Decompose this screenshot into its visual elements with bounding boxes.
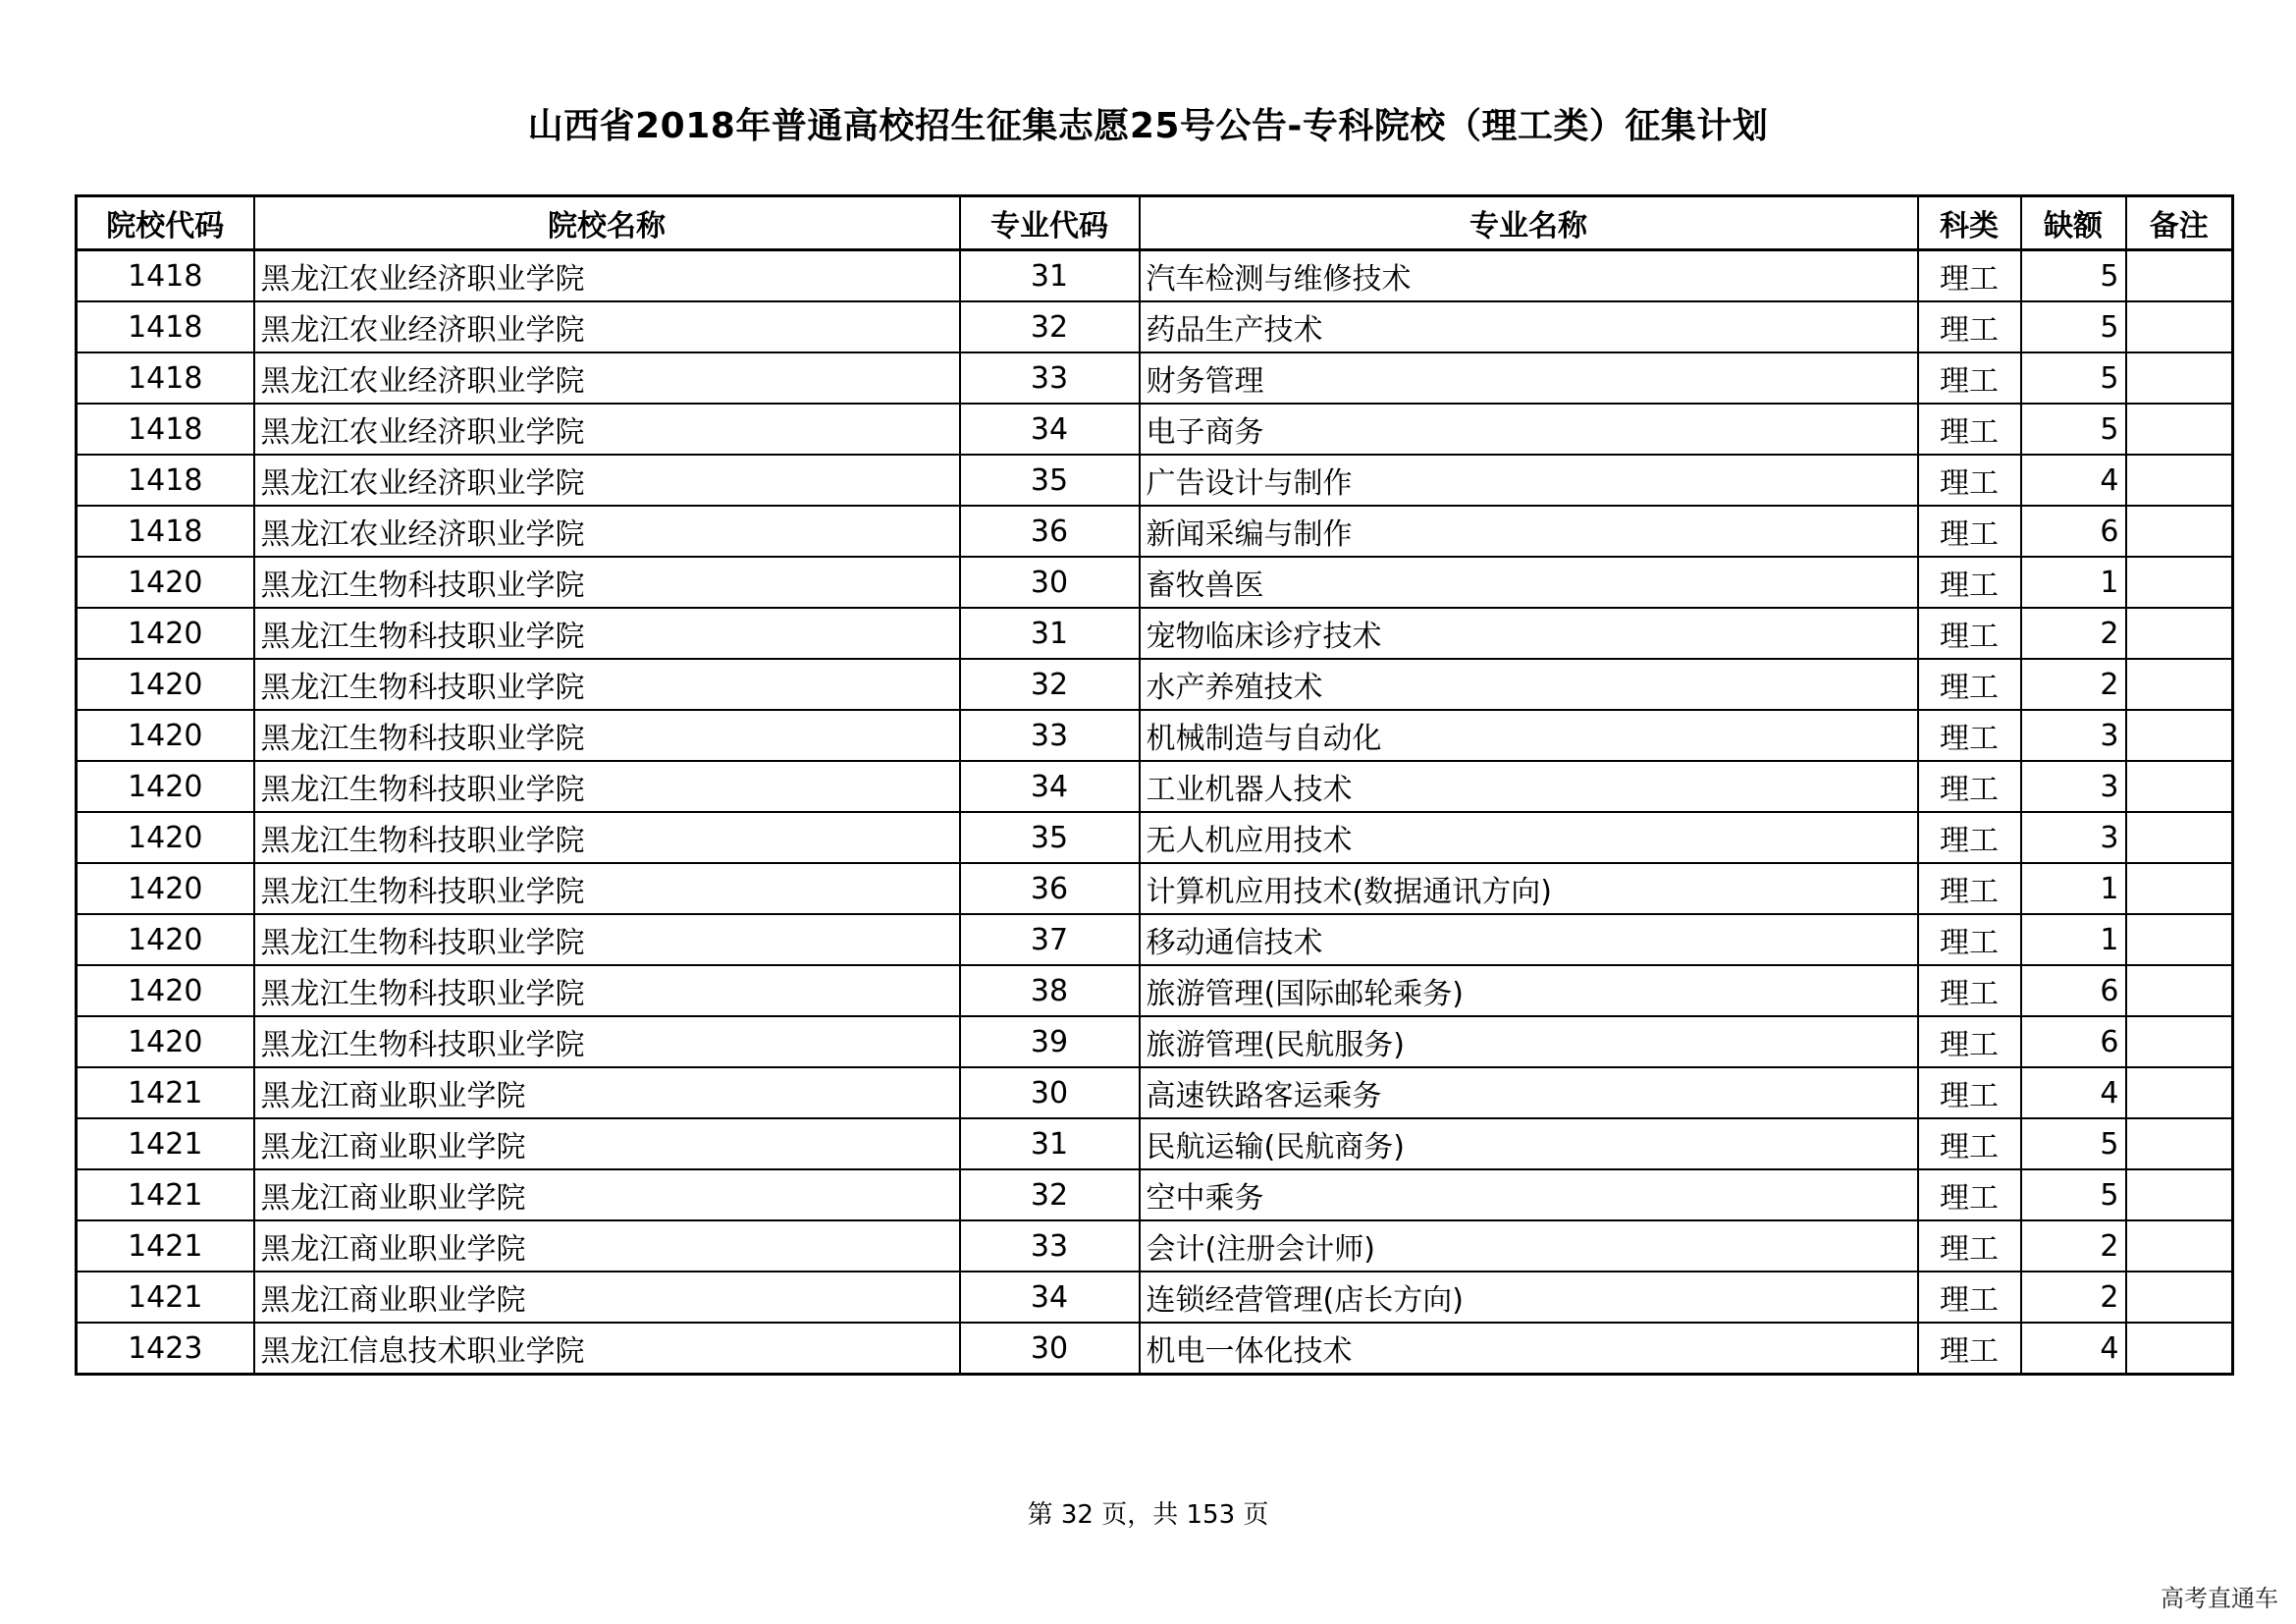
cell-quota: 2	[2021, 659, 2126, 710]
header-category: 科类	[1918, 196, 2021, 250]
cell-notes	[2126, 1016, 2233, 1067]
table-row	[77, 557, 2233, 608]
cell-quota: 5	[2021, 1118, 2126, 1169]
cell-major-name: 连锁经营管理(店长方向)	[1140, 1272, 1918, 1323]
cell-quota: 6	[2021, 965, 2126, 1016]
cell-major-name: 空中乘务	[1140, 1169, 1918, 1220]
cell-school-name: 黑龙江生物科技职业学院	[254, 557, 960, 608]
cell-notes	[2126, 557, 2233, 608]
cell-school-code: 1421	[77, 1272, 254, 1323]
cell-school-name: 黑龙江农业经济职业学院	[254, 301, 960, 352]
cell-school-code: 1423	[77, 1323, 254, 1375]
cell-quota: 5	[2021, 352, 2126, 404]
cell-school-name: 黑龙江生物科技职业学院	[254, 1016, 960, 1067]
cell-quota: 2	[2021, 608, 2126, 659]
cell-major-name: 水产养殖技术	[1140, 659, 1918, 710]
cell-major-name: 民航运输(民航商务)	[1140, 1118, 1918, 1169]
cell-school-name: 黑龙江生物科技职业学院	[254, 812, 960, 863]
cell-major-code: 33	[960, 710, 1140, 761]
cell-major-code: 36	[960, 506, 1140, 557]
table-row	[77, 1220, 2233, 1272]
cell-school-code: 1418	[77, 301, 254, 352]
cell-quota: 4	[2021, 1067, 2126, 1118]
cell-notes	[2126, 659, 2233, 710]
enrollment-plan-table	[75, 194, 2234, 1376]
cell-school-code: 1420	[77, 1016, 254, 1067]
cell-category: 理工	[1918, 1067, 2021, 1118]
table-body	[77, 250, 2233, 1375]
table-row	[77, 1272, 2233, 1323]
cell-school-code: 1421	[77, 1118, 254, 1169]
cell-notes	[2126, 352, 2233, 404]
cell-major-code: 31	[960, 1118, 1140, 1169]
cell-school-code: 1418	[77, 352, 254, 404]
cell-quota: 4	[2021, 455, 2126, 506]
cell-category: 理工	[1918, 506, 2021, 557]
page-footer: 第 32 页，共 153 页	[1027, 1500, 1269, 1530]
cell-major-name: 新闻采编与制作	[1140, 506, 1918, 557]
cell-major-name: 旅游管理(国际邮轮乘务)	[1140, 965, 1918, 1016]
cell-school-code: 1418	[77, 404, 254, 455]
cell-school-code: 1420	[77, 608, 254, 659]
cell-school-code: 1421	[77, 1067, 254, 1118]
cell-major-code: 36	[960, 863, 1140, 914]
cell-category: 理工	[1918, 1016, 2021, 1067]
table-row	[77, 863, 2233, 914]
cell-quota: 1	[2021, 863, 2126, 914]
cell-notes	[2126, 250, 2233, 302]
cell-notes	[2126, 761, 2233, 812]
table-row	[77, 301, 2233, 352]
cell-major-name: 机械制造与自动化	[1140, 710, 1918, 761]
cell-major-name: 财务管理	[1140, 352, 1918, 404]
cell-notes	[2126, 506, 2233, 557]
table-row	[77, 761, 2233, 812]
table-row	[77, 1169, 2233, 1220]
cell-category: 理工	[1918, 659, 2021, 710]
cell-major-name: 汽车检测与维修技术	[1140, 250, 1918, 302]
cell-category: 理工	[1918, 352, 2021, 404]
cell-school-name: 黑龙江信息技术职业学院	[254, 1323, 960, 1375]
cell-major-code: 32	[960, 659, 1140, 710]
cell-notes	[2126, 710, 2233, 761]
cell-category: 理工	[1918, 250, 2021, 302]
table-row	[77, 455, 2233, 506]
table-row	[77, 914, 2233, 965]
cell-category: 理工	[1918, 965, 2021, 1016]
cell-major-code: 34	[960, 761, 1140, 812]
cell-school-code: 1420	[77, 557, 254, 608]
header-school-name: 院校名称	[254, 196, 960, 250]
cell-category: 理工	[1918, 863, 2021, 914]
cell-major-name: 高速铁路客运乘务	[1140, 1067, 1918, 1118]
cell-school-name: 黑龙江生物科技职业学院	[254, 608, 960, 659]
cell-school-name: 黑龙江农业经济职业学院	[254, 506, 960, 557]
cell-category: 理工	[1918, 1118, 2021, 1169]
cell-school-code: 1421	[77, 1220, 254, 1272]
cell-school-name: 黑龙江商业职业学院	[254, 1220, 960, 1272]
cell-category: 理工	[1918, 710, 2021, 761]
cell-notes	[2126, 1169, 2233, 1220]
header-major-code: 专业代码	[960, 196, 1140, 250]
cell-school-name: 黑龙江生物科技职业学院	[254, 914, 960, 965]
page-title: 山西省2018年普通高校招生征集志愿25号公告-专科院校（理工类）征集计划	[527, 106, 1769, 146]
cell-school-name: 黑龙江农业经济职业学院	[254, 250, 960, 302]
cell-major-name: 宠物临床诊疗技术	[1140, 608, 1918, 659]
cell-major-code: 33	[960, 1220, 1140, 1272]
cell-notes	[2126, 1323, 2233, 1375]
cell-notes	[2126, 1118, 2233, 1169]
cell-school-name: 黑龙江农业经济职业学院	[254, 404, 960, 455]
header-notes: 备注	[2126, 196, 2233, 250]
header-quota: 缺额	[2021, 196, 2126, 250]
cell-school-code: 1420	[77, 710, 254, 761]
cell-category: 理工	[1918, 1323, 2021, 1375]
cell-major-name: 药品生产技术	[1140, 301, 1918, 352]
cell-notes	[2126, 301, 2233, 352]
cell-notes	[2126, 965, 2233, 1016]
table-row	[77, 1016, 2233, 1067]
cell-major-name: 旅游管理(民航服务)	[1140, 1016, 1918, 1067]
cell-category: 理工	[1918, 301, 2021, 352]
cell-major-name: 广告设计与制作	[1140, 455, 1918, 506]
cell-notes	[2126, 1067, 2233, 1118]
cell-school-code: 1420	[77, 659, 254, 710]
cell-major-code: 32	[960, 301, 1140, 352]
cell-school-name: 黑龙江生物科技职业学院	[254, 863, 960, 914]
cell-major-name: 工业机器人技术	[1140, 761, 1918, 812]
cell-major-code: 37	[960, 914, 1140, 965]
cell-major-name: 无人机应用技术	[1140, 812, 1918, 863]
cell-category: 理工	[1918, 455, 2021, 506]
cell-major-name: 电子商务	[1140, 404, 1918, 455]
cell-quota: 2	[2021, 1272, 2126, 1323]
cell-quota: 6	[2021, 1016, 2126, 1067]
cell-school-code: 1418	[77, 506, 254, 557]
cell-school-name: 黑龙江生物科技职业学院	[254, 761, 960, 812]
cell-school-name: 黑龙江商业职业学院	[254, 1272, 960, 1323]
table-header-row	[77, 196, 2233, 250]
table-row	[77, 812, 2233, 863]
cell-quota: 5	[2021, 1169, 2126, 1220]
cell-school-name: 黑龙江商业职业学院	[254, 1118, 960, 1169]
cell-quota: 5	[2021, 301, 2126, 352]
cell-major-code: 30	[960, 557, 1140, 608]
cell-school-name: 黑龙江商业职业学院	[254, 1067, 960, 1118]
cell-quota: 6	[2021, 506, 2126, 557]
cell-quota: 4	[2021, 1323, 2126, 1375]
cell-school-name: 黑龙江农业经济职业学院	[254, 352, 960, 404]
cell-school-code: 1420	[77, 812, 254, 863]
cell-quota: 1	[2021, 914, 2126, 965]
cell-school-name: 黑龙江生物科技职业学院	[254, 710, 960, 761]
table-row	[77, 1118, 2233, 1169]
cell-major-code: 35	[960, 812, 1140, 863]
cell-notes	[2126, 1272, 2233, 1323]
cell-category: 理工	[1918, 812, 2021, 863]
cell-major-code: 39	[960, 1016, 1140, 1067]
table-row	[77, 506, 2233, 557]
cell-school-code: 1418	[77, 455, 254, 506]
cell-school-name: 黑龙江农业经济职业学院	[254, 455, 960, 506]
table-row	[77, 250, 2233, 302]
cell-quota: 3	[2021, 761, 2126, 812]
cell-notes	[2126, 404, 2233, 455]
cell-category: 理工	[1918, 557, 2021, 608]
header-school-code: 院校代码	[77, 196, 254, 250]
cell-major-code: 33	[960, 352, 1140, 404]
cell-quota: 5	[2021, 250, 2126, 302]
cell-major-name: 机电一体化技术	[1140, 1323, 1918, 1375]
cell-notes	[2126, 812, 2233, 863]
table-row	[77, 710, 2233, 761]
cell-major-name: 畜牧兽医	[1140, 557, 1918, 608]
cell-school-code: 1421	[77, 1169, 254, 1220]
cell-major-code: 31	[960, 608, 1140, 659]
cell-category: 理工	[1918, 914, 2021, 965]
table-row	[77, 352, 2233, 404]
cell-category: 理工	[1918, 608, 2021, 659]
cell-school-code: 1420	[77, 761, 254, 812]
table-row	[77, 1067, 2233, 1118]
cell-category: 理工	[1918, 1169, 2021, 1220]
cell-major-name: 会计(注册会计师)	[1140, 1220, 1918, 1272]
header-major-name: 专业名称	[1140, 196, 1918, 250]
cell-category: 理工	[1918, 761, 2021, 812]
cell-major-code: 30	[960, 1067, 1140, 1118]
cell-quota: 1	[2021, 557, 2126, 608]
cell-school-code: 1418	[77, 250, 254, 302]
cell-category: 理工	[1918, 1272, 2021, 1323]
cell-major-code: 34	[960, 404, 1140, 455]
cell-school-name: 黑龙江商业职业学院	[254, 1169, 960, 1220]
cell-major-code: 32	[960, 1169, 1140, 1220]
cell-category: 理工	[1918, 404, 2021, 455]
cell-quota: 5	[2021, 404, 2126, 455]
cell-school-code: 1420	[77, 965, 254, 1016]
cell-major-code: 31	[960, 250, 1140, 302]
cell-notes	[2126, 1220, 2233, 1272]
table-row	[77, 404, 2233, 455]
cell-school-code: 1420	[77, 863, 254, 914]
cell-major-code: 38	[960, 965, 1140, 1016]
cell-school-name: 黑龙江生物科技职业学院	[254, 965, 960, 1016]
table-row	[77, 659, 2233, 710]
cell-major-name: 计算机应用技术(数据通讯方向)	[1140, 863, 1918, 914]
cell-quota: 3	[2021, 710, 2126, 761]
table-row	[77, 1323, 2233, 1375]
cell-quota: 2	[2021, 1220, 2126, 1272]
table-row	[77, 608, 2233, 659]
watermark: 高考直通车	[2161, 1585, 2278, 1612]
cell-notes	[2126, 455, 2233, 506]
cell-school-code: 1420	[77, 914, 254, 965]
cell-major-code: 35	[960, 455, 1140, 506]
cell-quota: 3	[2021, 812, 2126, 863]
cell-major-name: 移动通信技术	[1140, 914, 1918, 965]
cell-major-code: 34	[960, 1272, 1140, 1323]
cell-notes	[2126, 914, 2233, 965]
cell-school-name: 黑龙江生物科技职业学院	[254, 659, 960, 710]
cell-category: 理工	[1918, 1220, 2021, 1272]
cell-notes	[2126, 608, 2233, 659]
cell-major-code: 30	[960, 1323, 1140, 1375]
cell-notes	[2126, 863, 2233, 914]
table-row	[77, 965, 2233, 1016]
